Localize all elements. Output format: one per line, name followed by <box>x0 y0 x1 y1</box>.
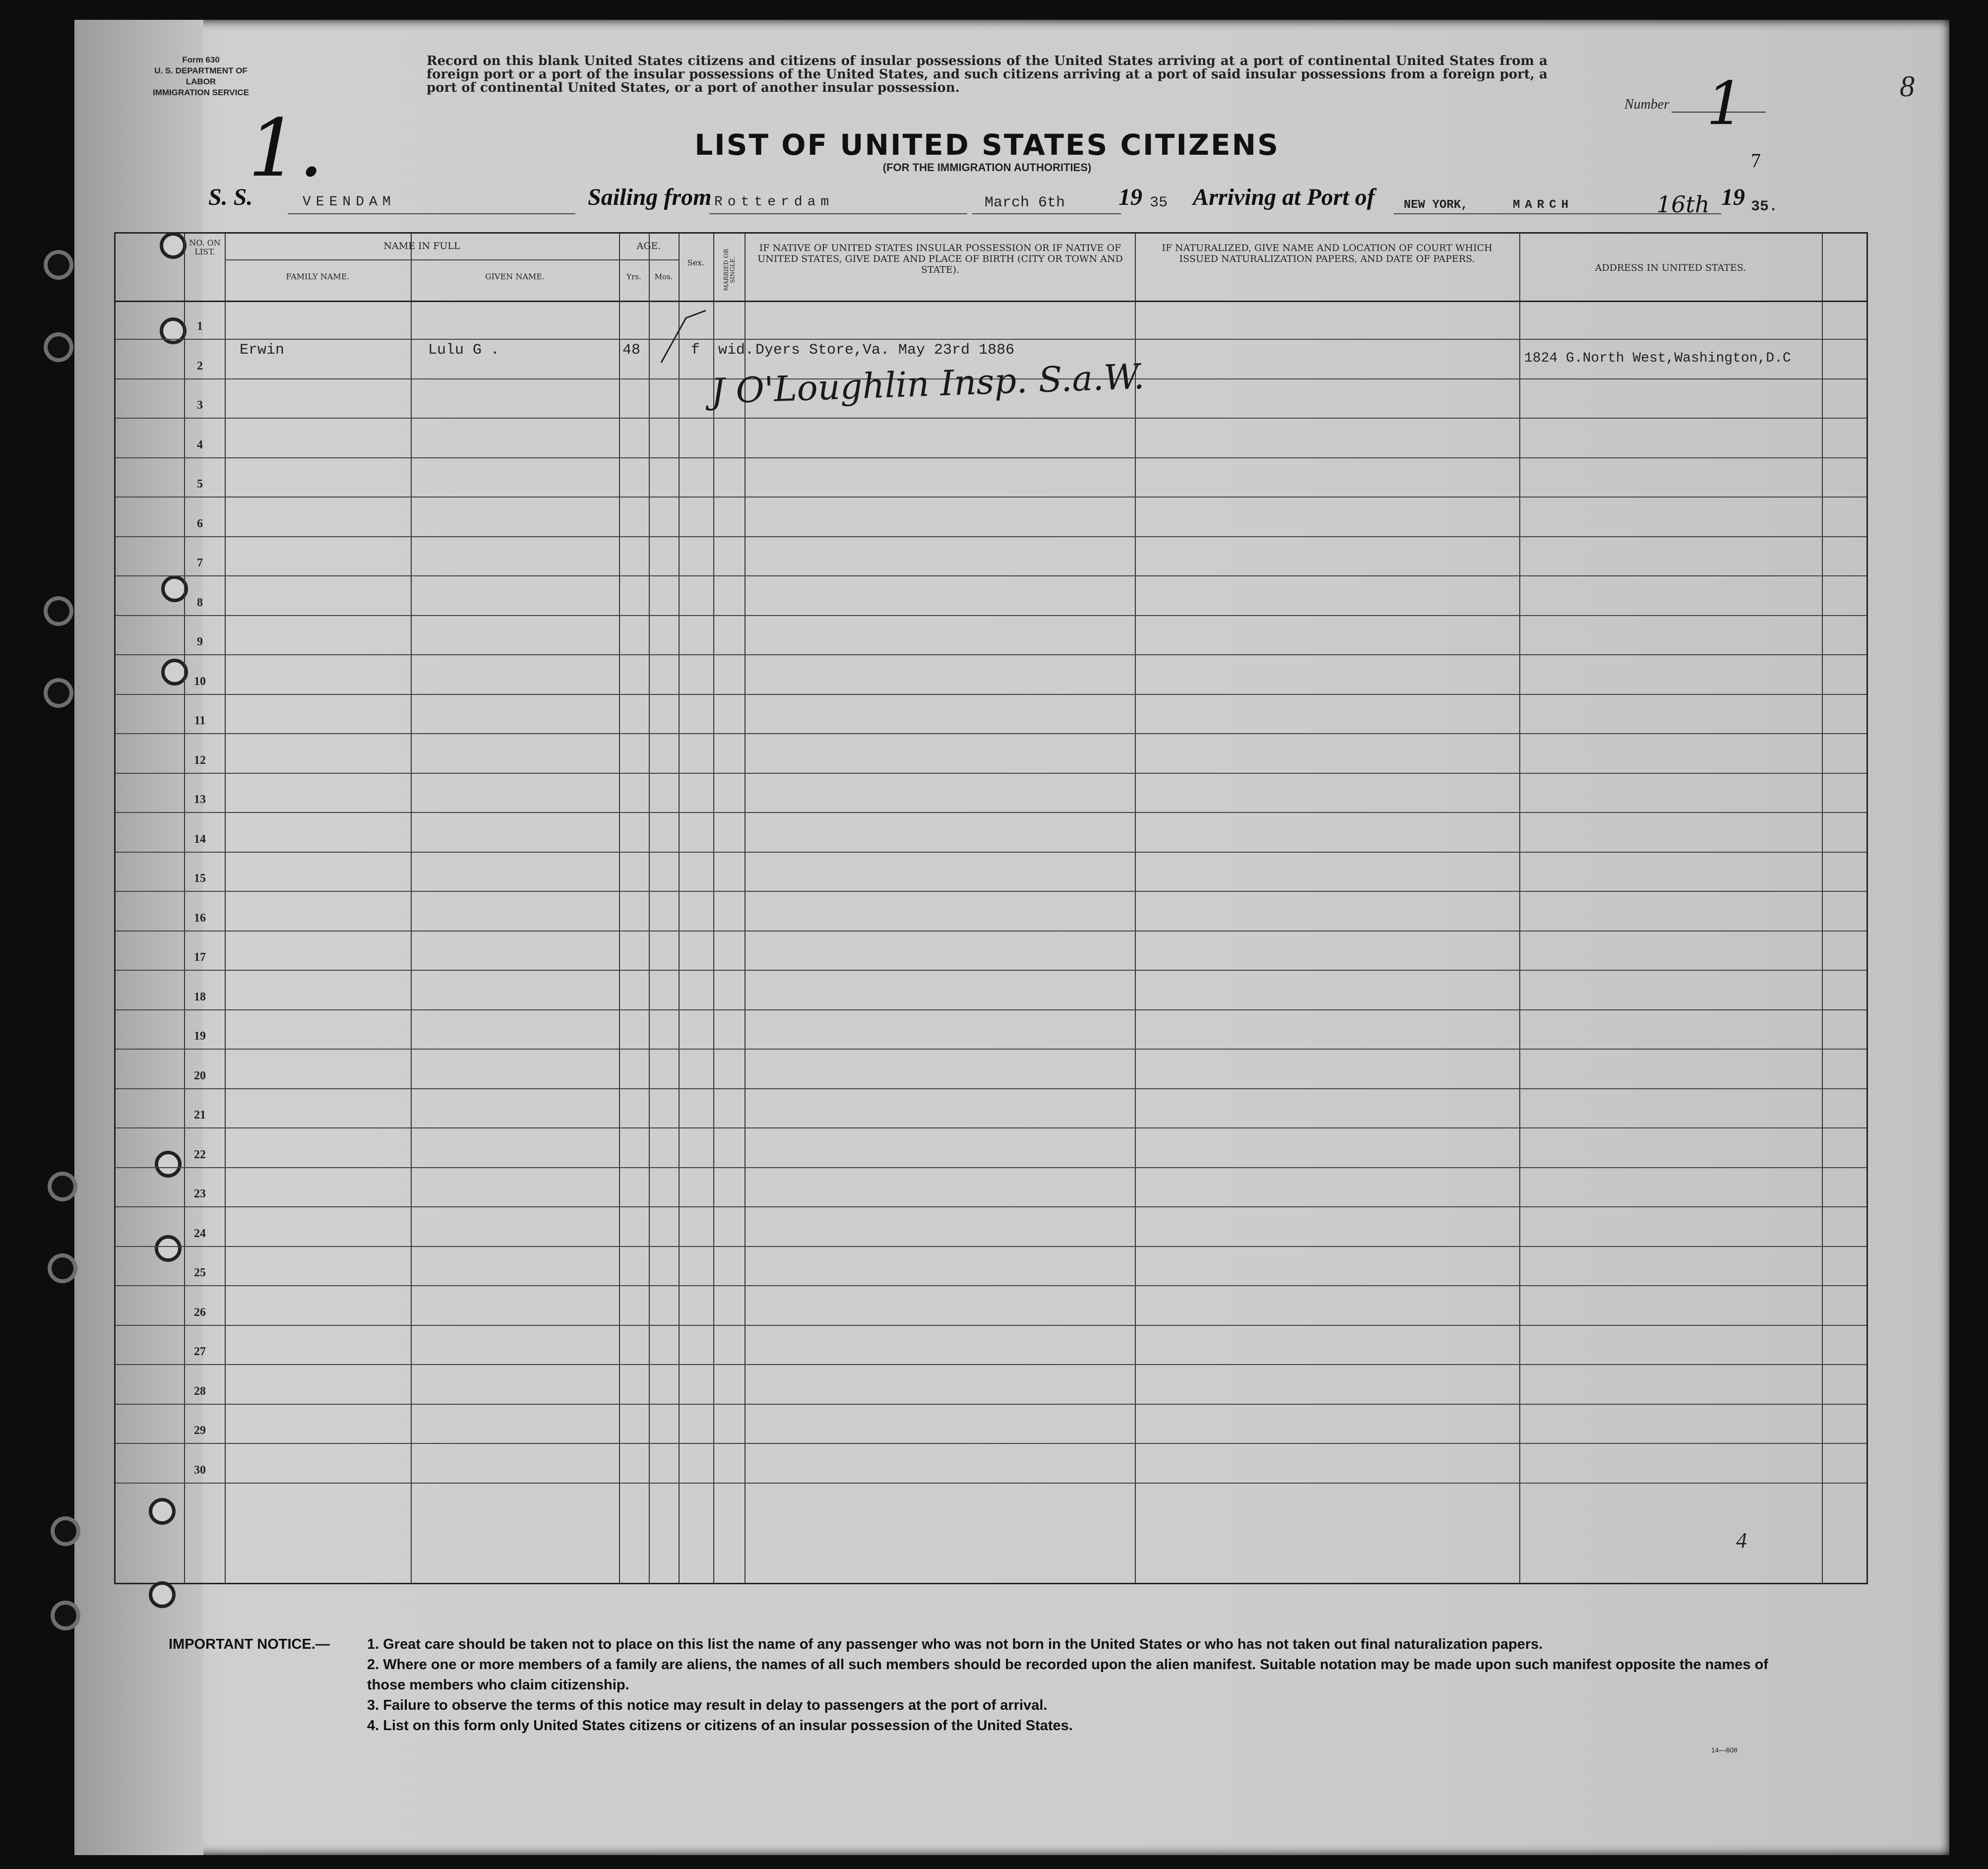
row-number: 9 <box>197 635 203 648</box>
table-row <box>116 931 1866 932</box>
number-value: 1 <box>1706 69 1744 138</box>
binder-hole <box>52 1257 73 1279</box>
sailing-from-label: Sailing from <box>588 184 712 210</box>
table-row <box>116 970 1866 971</box>
ss-label: S. S. <box>208 184 253 210</box>
arrival-underline <box>1394 213 1721 214</box>
form-subtitle: (FOR THE IMMIGRATION AUTHORITIES) <box>882 161 1092 174</box>
port-from: Rotterdam <box>714 194 834 210</box>
col-mos: Mos. <box>654 272 673 281</box>
binder-hole <box>48 682 69 704</box>
binder-hole <box>52 1176 73 1197</box>
department-name: U. S. DEPARTMENT OF LABOR <box>154 66 248 86</box>
binder-hole <box>55 1605 76 1626</box>
address-cell: 1824 G.North West,Washington,D.C <box>1524 351 1791 366</box>
header-bottom-line <box>116 301 1866 302</box>
table-row <box>116 694 1866 695</box>
table-row <box>116 1088 1866 1089</box>
row-number: 17 <box>194 951 206 964</box>
col-name-in-full: NAME IN FULL <box>383 241 460 251</box>
col-divider <box>713 234 714 1583</box>
arrive-day: 16th <box>1657 191 1710 218</box>
col-married-single: MARRIED OR SINGLE. <box>723 249 736 291</box>
table-row <box>116 1206 1866 1207</box>
table-row <box>116 615 1866 616</box>
notice-item-3: 3. Failure to observe the terms of this notice may result in delay to passengers at the port of arrival. <box>367 1697 1048 1713</box>
row-number: 29 <box>194 1424 206 1437</box>
col-native-birth: IF NATIVE OF UNITED STATES INSULAR POSSESSION OR IF NATIVE OF UNITED STATES, GIVE DATE AND PLACE OF BIRTH (CITY OR TOWN AND STATE). <box>757 243 1123 275</box>
year-prefix-depart: 19 <box>1118 184 1142 210</box>
col-divider <box>679 234 680 1583</box>
age-subheader-line <box>619 259 679 260</box>
row-number: 26 <box>194 1306 206 1319</box>
depart-date: March 6th <box>985 194 1065 211</box>
col-divider <box>225 234 226 1583</box>
service-name: IMMIGRATION SERVICE <box>153 88 249 97</box>
port-from-underline <box>709 213 967 214</box>
arriving-label: Arriving at Port of <box>1193 184 1375 210</box>
row-number: 13 <box>194 793 206 806</box>
sex-cell: f <box>691 342 700 359</box>
row-number: 14 <box>194 832 206 846</box>
notice-lead: IMPORTANT NOTICE.— <box>169 1636 330 1652</box>
table-row <box>116 575 1866 576</box>
binder-hole <box>48 600 69 622</box>
marital-status-cell: wid. <box>718 342 754 359</box>
table-row <box>116 1049 1866 1050</box>
col-yrs: Yrs. <box>626 272 641 281</box>
table-row <box>116 1009 1866 1010</box>
corner-pencil-mark: 8 <box>1900 70 1915 103</box>
notice-item-4: 4. List on this form only United States citizens or citizens of an insular possession of the United States. <box>367 1718 1073 1734</box>
row-number: 21 <box>194 1109 206 1121</box>
form-code: 14—608 <box>1711 1746 1738 1754</box>
row-number: 2 <box>197 359 203 373</box>
table-row <box>116 457 1866 458</box>
form-number: Form 630 <box>182 55 220 64</box>
table-row <box>116 733 1866 734</box>
table-row <box>116 773 1866 774</box>
name-subheader-line <box>225 259 619 260</box>
passenger-table <box>114 232 1868 1584</box>
col-sex: Sex. <box>687 258 705 267</box>
given-name-cell: Lulu G . <box>428 342 500 359</box>
binder-hole <box>48 254 69 276</box>
row-number: 22 <box>194 1148 206 1161</box>
arrive-month: MARCH <box>1513 198 1574 212</box>
binder-hole <box>48 336 69 358</box>
number-label: Number <box>1624 97 1670 112</box>
col-divider <box>745 234 746 1583</box>
col-divider <box>619 234 620 1583</box>
table-row <box>116 339 1866 340</box>
row-number: 1 <box>197 320 203 333</box>
col-divider <box>1822 234 1823 1583</box>
col-address: ADDRESS IN UNITED STATES. <box>1595 262 1746 273</box>
table-row <box>116 1404 1866 1405</box>
row-number: 5 <box>197 478 203 491</box>
col-divider <box>649 234 650 1583</box>
recording-instructions: Record on this blank United States citizens and citizens of insular possessions of the United States arriving at a port of continental United States from a foreign port or a port of the insular possessions of the United States, and such citizens arriving at a port of said insular possessions from a foreign port, a port of continental United States, or a port of another insular possession. <box>427 54 1548 95</box>
row-number: 8 <box>197 596 203 609</box>
birth-place-date-cell: Dyers Store,Va. May 23rd 1886 <box>755 342 1015 359</box>
age-years-cell: 48 <box>622 342 641 359</box>
table-row <box>116 1285 1866 1286</box>
ship-name: VEENDAM <box>303 194 396 210</box>
row-number: 7 <box>197 557 203 569</box>
table-row <box>116 891 1866 892</box>
row-number: 20 <box>194 1069 206 1082</box>
col-no-on-list: NO. ON LIST. <box>189 238 221 256</box>
notice-item-2: 2. Where one or more members of a family are aliens, the names of all such members should be recorded upon the alien manifest. Suitable notation may be made upon such manifest opposite the names of those members who claim citizenship. <box>367 1657 1768 1693</box>
bottom-pencil-mark: 4 <box>1736 1528 1747 1553</box>
table-row <box>116 1127 1866 1128</box>
hole-reinforcement-ring <box>149 1581 176 1608</box>
col-given-name: GIVEN NAME. <box>485 272 545 281</box>
form-identifier <box>144 55 258 98</box>
table-row <box>116 852 1866 853</box>
table-row <box>116 1483 1866 1484</box>
form-title: LIST OF UNITED STATES CITIZENS <box>694 128 1280 162</box>
year-prefix-arrive: 19 <box>1721 184 1745 210</box>
family-name-cell: Erwin <box>240 342 285 359</box>
table-row <box>116 536 1866 537</box>
row-number: 19 <box>194 1030 206 1043</box>
row-number: 16 <box>194 911 206 925</box>
col-divider <box>184 234 185 1583</box>
inspector-signature: J O'Loughlin Insp. S.a.W. <box>710 356 1145 412</box>
row-number: 27 <box>194 1345 206 1358</box>
table-row <box>116 1246 1866 1247</box>
table-row <box>116 812 1866 813</box>
arrive-year: 35. <box>1751 198 1778 215</box>
port-to: NEW YORK, <box>1404 198 1468 212</box>
table-row <box>116 1167 1866 1168</box>
row-number: 3 <box>197 399 203 412</box>
row-number: 15 <box>194 872 206 885</box>
table-row <box>116 654 1866 655</box>
col-age: AGE. <box>636 241 661 251</box>
depart-date-underline <box>972 213 1121 214</box>
row-number: 30 <box>194 1463 206 1477</box>
table-row <box>116 1443 1866 1444</box>
col-naturalized: IF NATURALIZED, GIVE NAME AND LOCATION OF COURT WHICH ISSUED NATURALIZATION PAPERS, AND DATE OF PAPERS. <box>1162 243 1492 264</box>
ship-underline <box>288 213 575 214</box>
table-row <box>116 497 1866 498</box>
handwritten-sheet-number: 1. <box>248 102 324 194</box>
row-number: 10 <box>194 675 206 688</box>
table-row <box>116 418 1866 419</box>
row-number: 4 <box>197 438 203 451</box>
margin-mark: 7 <box>1751 149 1761 172</box>
row-number: 25 <box>194 1266 206 1279</box>
col-divider <box>1519 234 1520 1583</box>
table-row <box>116 1364 1866 1365</box>
row-number: 6 <box>197 517 203 530</box>
row-number: 12 <box>194 753 206 767</box>
row-number: 18 <box>194 990 206 1003</box>
row-number: 23 <box>194 1187 206 1200</box>
notice-item-1: 1. Great care should be taken not to place on this list the name of any passenger who was not born in the United States or who has not taken out final naturalization papers. <box>367 1636 1543 1652</box>
col-divider <box>411 234 412 1583</box>
table-row <box>116 1325 1866 1326</box>
col-divider <box>1135 234 1136 1583</box>
binder-hole <box>55 1520 76 1542</box>
row-number: 24 <box>194 1227 206 1240</box>
depart-year: 35 <box>1150 194 1168 211</box>
col-family-name: FAMILY NAME. <box>286 272 350 281</box>
row-number: 28 <box>194 1384 206 1398</box>
row-number: 11 <box>194 714 206 727</box>
check-mark <box>656 308 711 368</box>
